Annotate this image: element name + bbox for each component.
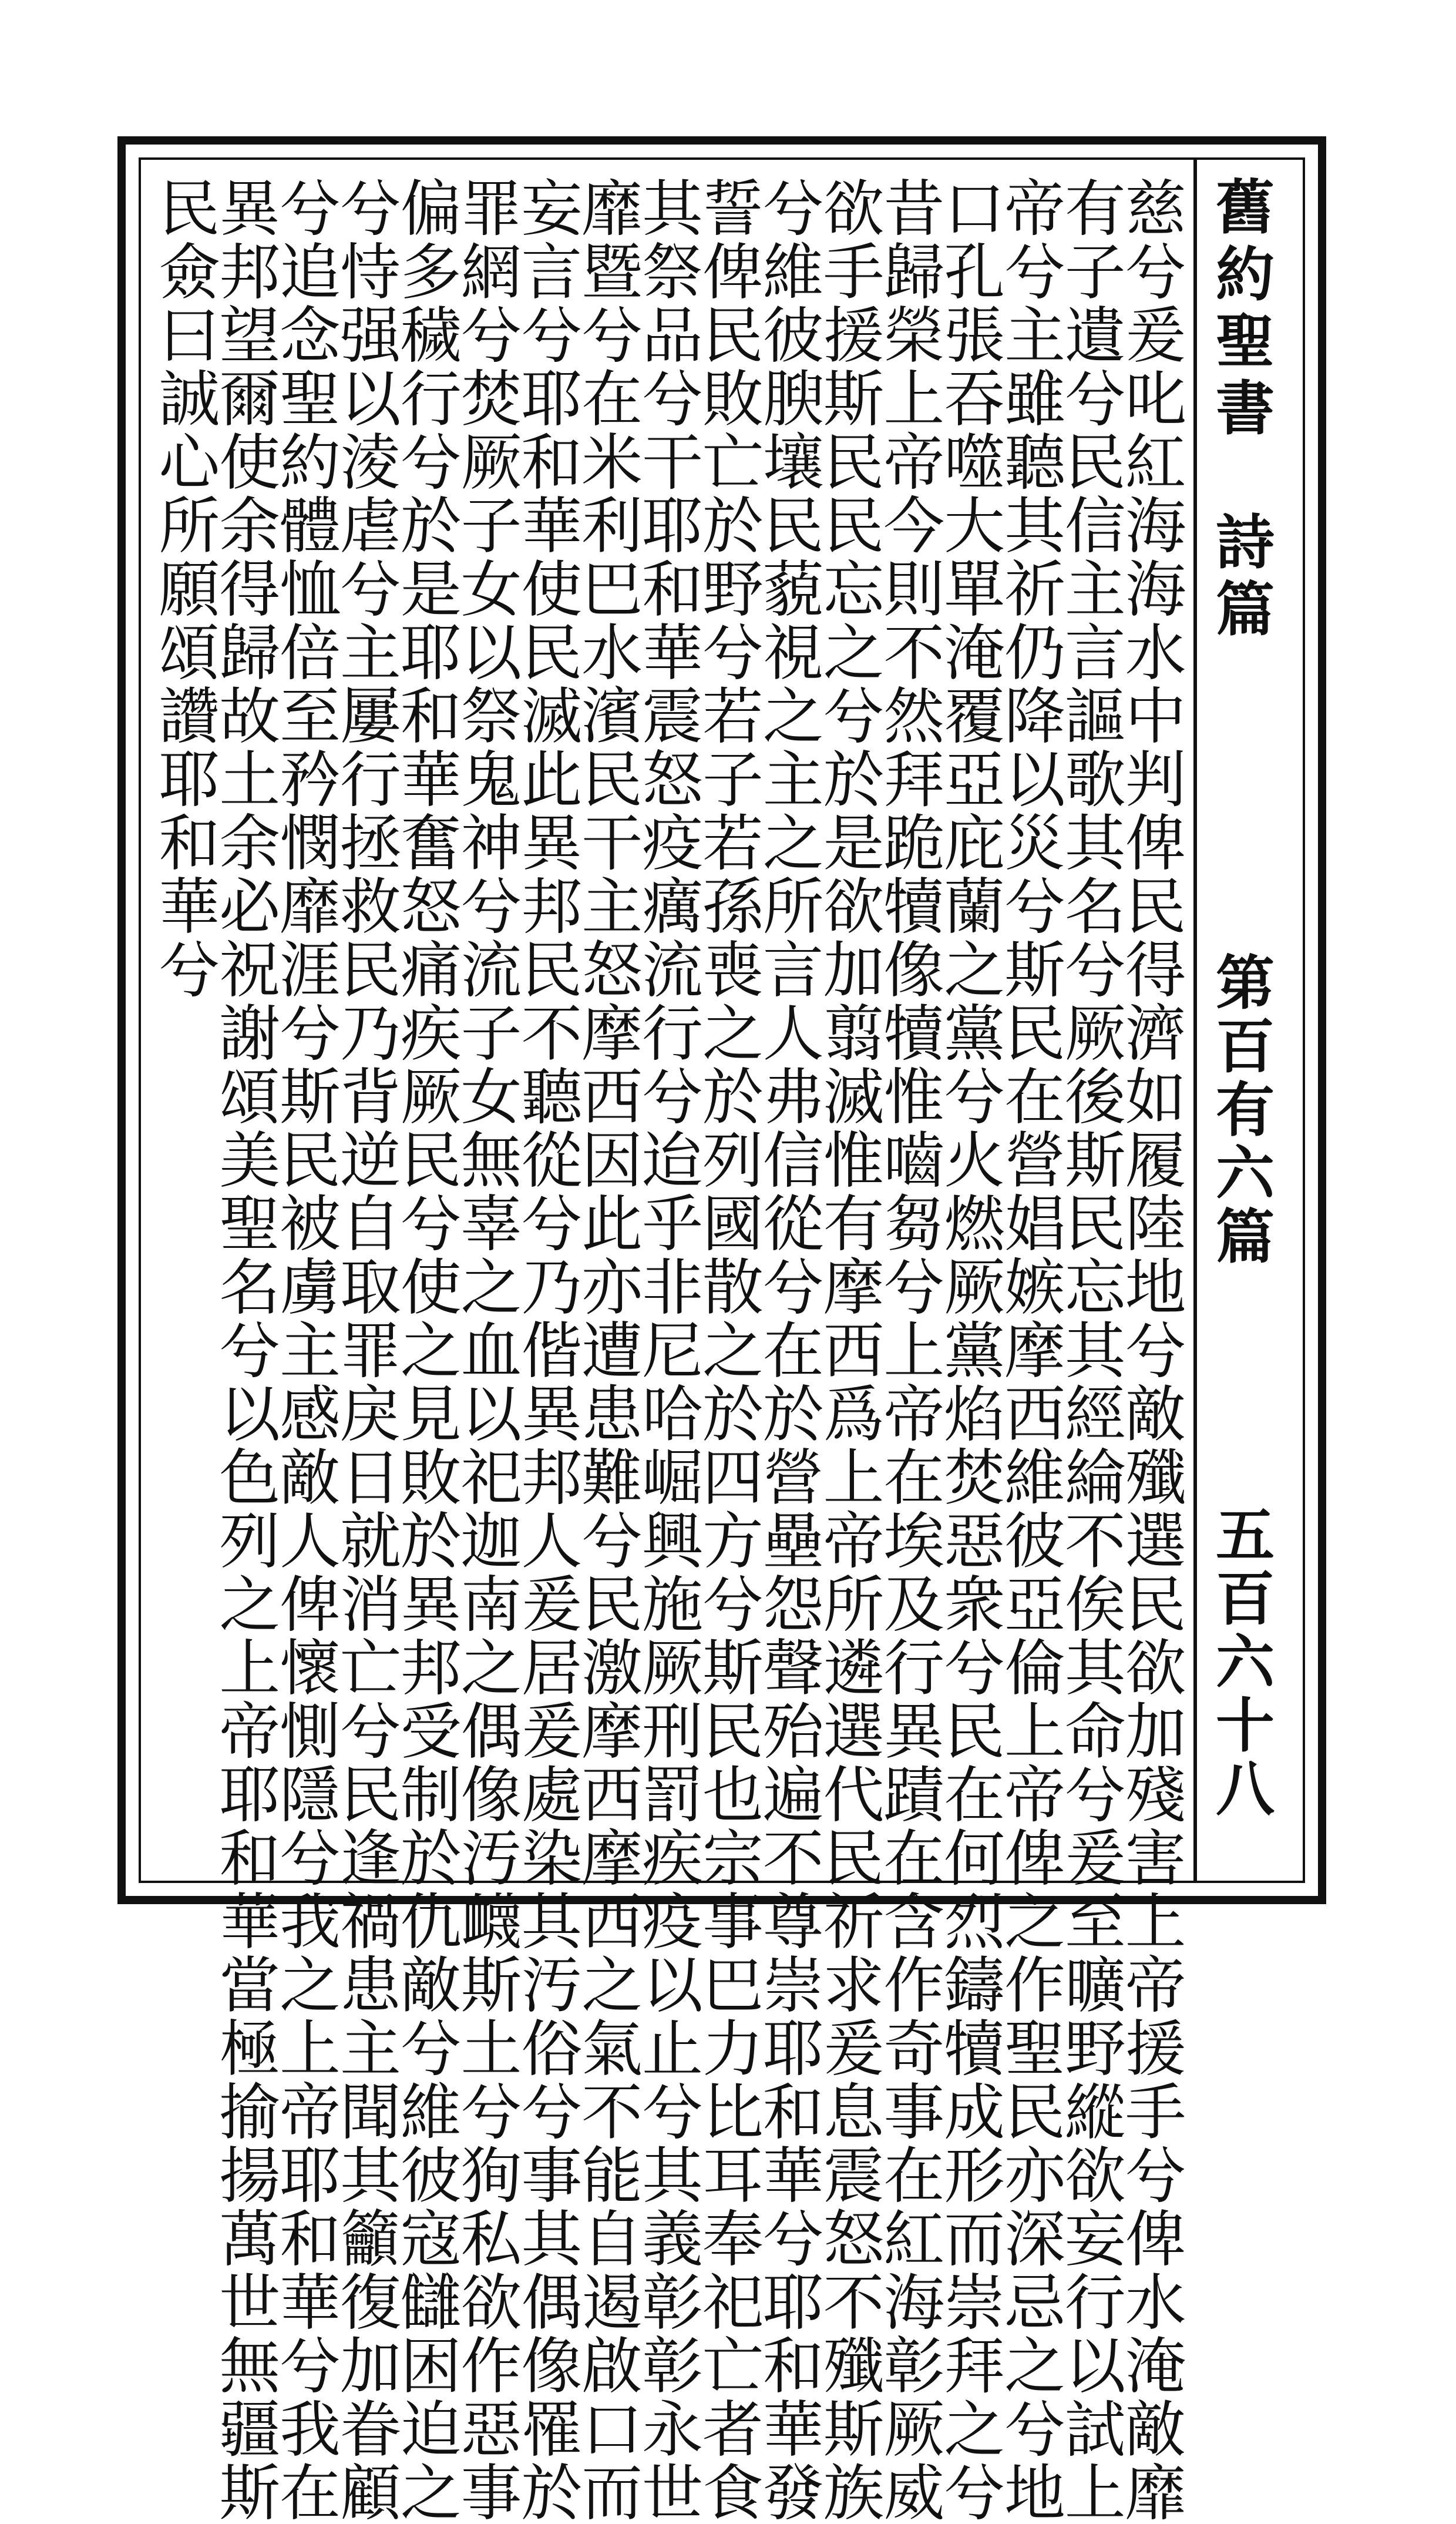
text-column: 兮維彼腴壤民藐視之主之所言人弗信從兮在於營壘怨聲殆遍不尊崇耶和華兮耶和華發	[752, 176, 824, 2524]
text-column: 靡暨兮在米利巴水濱民干主怒摩西因此亦遭患難兮民激摩西摩西之氣不能自遏啟口而	[571, 176, 643, 2524]
text-column: 妄言兮耶和華使民滅此異邦民不聽從兮乃偕異邦人爰居爰處染其汚俗兮事其偶像罹於	[510, 176, 583, 2524]
text-column: 兮追念聖約體恤倍至矜憫靡涯兮斯民被虜主感敵人俾懷惻隱兮我之上帝耶和華兮我在	[269, 176, 341, 2524]
book-title: 舊約聖書 詩篇	[1206, 176, 1275, 645]
text-column: 欲手援斯民民忘之兮於是欲加翦滅惟有摩西爲上帝所遴選代民祈求爰息震怒不殲斯族	[812, 176, 885, 2524]
text-column: 有子遺兮民信主言謳歌其名兮厥後斯民忘其經綸不俟其命兮爰至曠野縱欲妄行以試上	[1054, 176, 1126, 2524]
text-column: 其祭品兮干耶和華震怒疫癘流行兮迨乎非尼哈崛興施厥刑罰疾疫以止兮其義彰彰永世	[631, 176, 703, 2524]
text-column: 罪網兮焚厥子女以祭鬼神兮流子女無辜之血以祀迦南之偶像汚衊斯土兮狥私欲作惡事	[450, 176, 522, 2524]
text-column: 偏多穢行兮於是耶和華奮怒痛疾厥民兮使之見敗於異邦受制於仇敵兮維彼寇讎困迫之	[389, 176, 462, 2524]
text-column: 昔歸榮上帝今則不然拜跪犢像犢惟嚙芻兮上帝在埃及行異蹟在含作奇事在紅海彰厥威	[873, 176, 945, 2524]
text-column: 民僉曰誠心所願頌讚耶和華兮	[148, 176, 220, 1001]
text-column: 兮恃强以淩虐兮主屢行拯救民乃背逆自取罪戾日就消亡兮民逢禍患主聞其籲復加眷顧	[329, 176, 401, 2524]
page-number: 五百六十八	[1206, 1504, 1275, 1821]
chapter-heading: 第百有六篇	[1206, 952, 1275, 1269]
text-column: 口孔張吞噬大單淹覆亞庇蘭之黨兮火燃厥黨焰焚惡衆兮民在何烈鑄犢成形而崇拜之兮	[933, 176, 1006, 2524]
text-column: 誓俾民敗亡於野兮若子若孫喪之於列國散之於四方兮斯民也宗事巴力比耳奉祀亡者食	[691, 176, 764, 2524]
header-divider	[1193, 157, 1197, 1883]
text-column: 帝兮主雖聽其祈仍降以災兮斯民在營娼嫉摩西維彼亞倫上帝俾之作聖民亦深忌之兮地	[993, 176, 1065, 2524]
text-column: 慈兮爰叱紅海海水中判俾民得濟如履陸地兮敵殲選民欲加殘害上帝援手兮俾水淹敵靡	[1114, 176, 1186, 2524]
text-column: 異邦望爾使余得歸故土余必祝謝頌美聖名兮以色列之上帝耶和華當極揄揚萬世無疆斯	[209, 176, 281, 2524]
